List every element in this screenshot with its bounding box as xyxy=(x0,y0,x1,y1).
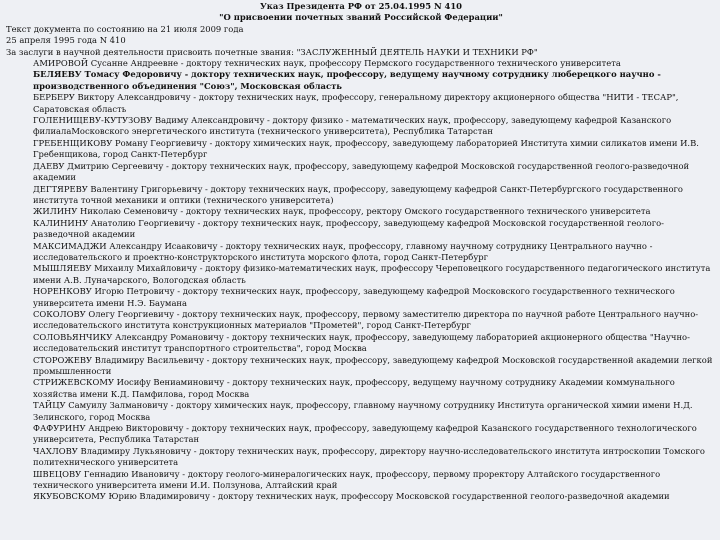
list-item: МЫШЛЯЕВУ Михаилу Михайловичу - доктору физико-математических наук, профессору Череповецкого государственного педагогического института имени А.В. Луначарского, Вологодская область xyxy=(33,263,711,285)
list-item: ЯКУБОВСКОМУ Юрию Владимировичу - доктору технических наук, профессору Московской государственной геолого-разведочной академии xyxy=(33,491,670,502)
document-date: 25 апреля 1995 года N 410 xyxy=(6,35,126,46)
document-status: Текст документа по состоянию на 21 июля 2009 года xyxy=(6,23,244,34)
list-item: ДАЕВУ Дмитрию Сергеевичу - доктору технических наук, профессору, заведующему кафедрой Московской государственной геолого-разведочной академии xyxy=(33,160,690,183)
list-item: НОРЕНКОВУ Игорю Петровичу - доктору технических наук, профессору, заведующему кафедрой Московского государственного технического университета имени Н.Э. Баумана xyxy=(33,286,675,308)
document-intro: За заслуги в научной деятельности присвоить почетные звания: "ЗАСЛУЖЕННЫЙ ДЕЯТЕЛЬ НАУКИ И ТЕХНИКИ РФ" xyxy=(6,46,538,57)
list-item: КАЛИНИНУ Анатолию Георгиевичу - доктору технических наук, профессору, заведующему кафедрой Московской государственной геолого-разведочной академии xyxy=(33,217,664,240)
list-item: СТРИЖЕВСКОМУ Иосифу Вениаминовичу - доктору технических наук, профессору, ведущему научному сотруднику Академии коммунального хозяйства имени К.Д. Памфилова, город Москва xyxy=(33,377,675,399)
list-item: СОЛОВЬЯНЧИКУ Александру Романовичу - доктору технических наук, профессору, заведующему лабораторией акционерного общества "Научно-исследовательский институт транспортного строительства", город Москва xyxy=(33,331,690,354)
list-item: ГОЛЕНИЩЕВУ-КУТУЗОВУ Вадиму Александровичу - доктору физико - математических наук, профессору, заведующему кафедрой Казанского филиалаМосковского энергетического института (технического университета), Республика Татарстан xyxy=(33,115,672,137)
list-item: ЧАХЛОВУ Владимиру Лукьяновичу - доктору технических наук, профессору, директору научно-исследовательского института интроскопии Томского политехнического университета xyxy=(33,445,705,468)
list-item: ДЕГТЯРЕВУ Валентину Григорьевичу - доктору технических наук, профессору, заведующему кафедрой Санкт-Петербургского государственного института точной механики и оптики (технического университета) xyxy=(33,183,683,205)
list-item: ТАЙЦУ Самуилу Залмановичу - доктору химических наук, профессору, главному научному сотруднику Института органической химии имени Н.Д. Зелинского, город Москва xyxy=(33,400,693,422)
document-title: Указ Президента РФ от 25.04.1995 N 410 xyxy=(259,1,463,11)
list-item: ЖИЛИНУ Николаю Семеновичу - доктору технических наук, профессору, ректору Омского государственного технического университета xyxy=(33,206,651,217)
list-item: МАКСИМАДЖИ Александру Исааковичу - доктору технических наук, профессору, главному научному сотруднику Центрального научно - исследовательского и проектно-конструкторского института морского флота, город Санкт-Петербург xyxy=(33,240,653,262)
list-item: СТОРОЖЕВУ Владимиру Васильевичу - доктору технических наук, профессору, заведующему кафедрой Московской государственной академии легкой промышленности xyxy=(33,354,713,376)
list-item: БЕЛЯЕВУ Томасу Федоровичу - доктору технических наук, профессору, ведущему научному сотруднику люберецкого научно - производственного объединения "Союз", Московская область xyxy=(33,69,661,91)
list-item: ШВЕЦОВУ Геннадию Ивановичу - доктору геолого-минералогических наук, профессору, первому проректору Алтайского государственного технического университета имени И.И. Ползунова, Алтайский край xyxy=(33,468,661,491)
list-item: СОКОЛОВУ Олегу Георгиевичу - доктору технических наук, профессору, первому заместителю директора по научной работе Центрального научно-исследовательского института конструкционных материалов "Прометей", город Санкт-Петербург xyxy=(33,308,699,331)
list-item: ГРЕБЕНЩИКОВУ Роману Георгиевичу - доктору химических наук, профессору, заведующему лабораторией Института химии силикатов имени И.В. Гребенщикова, город Санкт-Петербург xyxy=(33,137,699,160)
list-item: БЕРБЕРУ Виктору Александровичу - доктору технических наук, профессору, генеральному директору акционерного общества "НИТИ - ТЕСАР", Саратовская область xyxy=(33,92,679,114)
list-item: ФАФУРИНУ Андрею Викторовичу - доктору технических наук, профессору, заведующему кафедрой Казанского государственного технологического университета, Республика Татарстан xyxy=(33,423,697,445)
list-item: АМИРОВОЙ Сусанне Андреевне - доктору технических наук, профессору Пермского государственного технического университета xyxy=(33,58,621,69)
document-subtitle: "О присвоении почетных званий Российской Федерации" xyxy=(219,12,503,23)
